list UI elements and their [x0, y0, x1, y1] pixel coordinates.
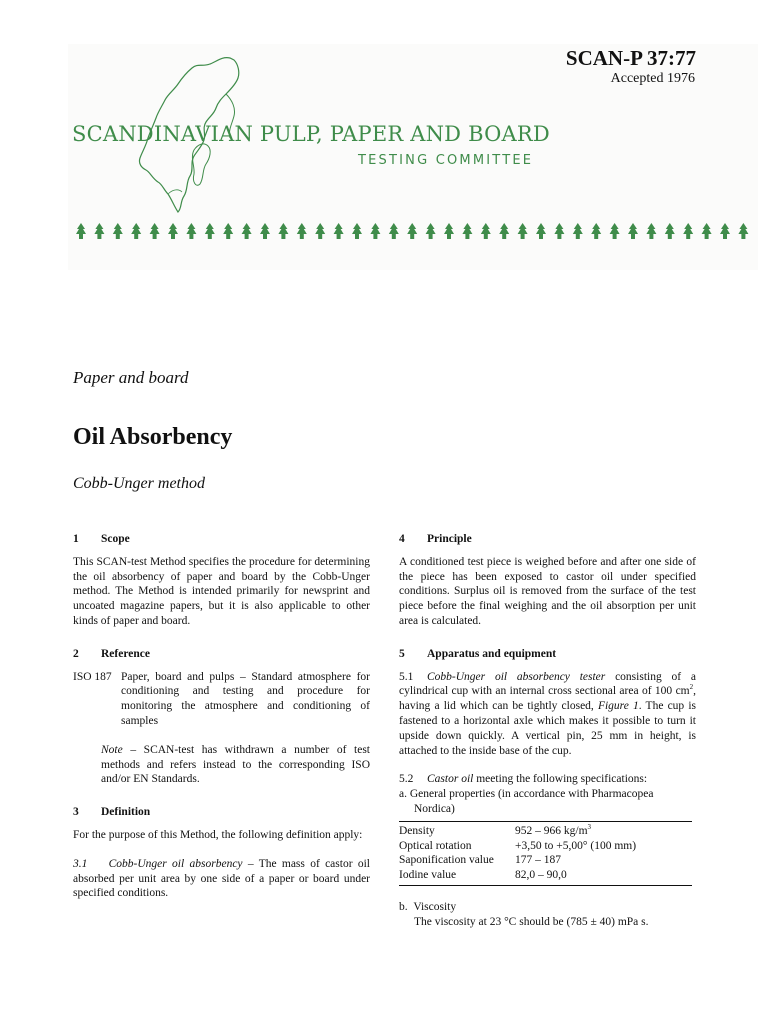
tree-row — [76, 222, 756, 240]
spec-row — [399, 821, 692, 838]
page-title: Oil Absorbency — [73, 424, 233, 450]
definition-text: – The mass of castor oil absorbed per unit area by one side of a paper or board under specified conditions. — [73, 857, 370, 900]
general-properties-line-2: Nordica) — [414, 802, 455, 815]
tree-icon — [223, 223, 233, 239]
superscript: 3 — [587, 822, 592, 831]
tree-icon — [518, 223, 528, 239]
definition-item — [73, 857, 370, 901]
scope-text: This SCAN-test Method specifies the procedure for determining the oil absorbency of paper and board by the Cobb-Unger method. The Method is intended primarily for newsprint and uncoated magazine papers, but it is also applicable to other kinds of paper and board. — [73, 555, 370, 627]
section-heading-definition — [73, 805, 370, 820]
spec-property: Optical rotation — [399, 839, 472, 852]
tree-icon — [610, 223, 620, 239]
reference-note — [73, 743, 370, 787]
section-number: 1 — [73, 533, 79, 545]
tree-icon — [94, 223, 104, 239]
spec-value-text: 82,0 – 90,0 — [515, 869, 567, 882]
item-term: Castor oil — [427, 773, 474, 786]
superscript: 2 — [689, 683, 694, 692]
tree-icon — [260, 223, 270, 239]
note-text: – SCAN-test has withdrawn a number of test methods and refers instead to the corresponding ISO and/or EN Standards. — [101, 743, 370, 786]
committee-subtitle: TESTING COMMITTEE — [358, 153, 534, 168]
right-column — [399, 532, 696, 930]
section-title: Definition — [101, 806, 151, 819]
tree-icon — [462, 223, 472, 239]
tree-icon — [738, 223, 748, 239]
viscosity-heading: b. Viscosity — [399, 900, 457, 913]
tree-icon — [76, 223, 86, 239]
tree-icon — [150, 223, 160, 239]
item-number: 5.2 — [399, 773, 414, 786]
tree-icon — [315, 223, 325, 239]
viscosity-text: The viscosity at 23 °C should be (785 ± 40) mPa s. — [414, 915, 649, 928]
tree-icon — [370, 223, 380, 239]
tree-icon — [205, 223, 215, 239]
tree-icon — [352, 223, 362, 239]
section-number: 3 — [73, 806, 79, 819]
spec-property: Saponification value — [399, 854, 494, 867]
tree-icon — [113, 223, 123, 239]
spec-row — [399, 868, 692, 885]
spec-value-text: 177 – 187 — [515, 854, 561, 867]
tree-icon — [334, 223, 344, 239]
tree-icon — [646, 223, 656, 239]
spec-value — [515, 853, 692, 868]
section-title: Apparatus and equipment — [427, 647, 557, 660]
tree-icon — [499, 223, 509, 239]
item-text-a: consisting of a cylindrical cup with an internal cross sectional area of 100 cm — [399, 670, 697, 698]
tree-icon — [683, 223, 693, 239]
tree-icon — [297, 223, 307, 239]
tree-icon — [573, 223, 583, 239]
section-heading-scope — [73, 532, 370, 547]
definition-intro: For the purpose of this Method, the following definition apply: — [73, 828, 363, 841]
document-code: SCAN-P 37:77 — [565, 46, 696, 70]
tree-icon — [444, 223, 454, 239]
tree-icon — [628, 223, 638, 239]
committee-name: SCANDINAVIAN PULP, PAPER AND BOARD — [72, 122, 550, 146]
reference-key: ISO 187 — [73, 670, 112, 683]
item-term: Cobb-Unger oil absorbency tester — [427, 670, 606, 683]
spec-row — [399, 853, 692, 868]
tree-icon — [278, 223, 288, 239]
principle-text: A conditioned test piece is weighed before and after one side of the piece has been exposed to castor oil under specified conditions. Surplus oil is removed from the surface of the test piece before the final weighing and the oil absorption per unit area is calculated. — [399, 555, 696, 627]
general-properties-line: a. General properties (in accordance with Pharmacopea — [399, 788, 654, 801]
tree-icon — [242, 223, 252, 239]
spec-value — [515, 839, 692, 854]
spec-value — [515, 821, 692, 838]
tree-icon — [665, 223, 675, 239]
tree-icon — [186, 223, 196, 239]
item-text: meeting the following specifications: — [473, 773, 648, 786]
figure-reference: Figure 1 — [597, 700, 639, 713]
left-column — [73, 532, 370, 901]
tree-icon — [407, 223, 417, 239]
section-heading-apparatus — [399, 647, 696, 662]
section-heading-reference — [73, 647, 370, 662]
reference-text: Paper, board and pulps – Standard atmosphere for conditioning and testing and procedure for monitoring the atmosphere and conditioning of samples — [121, 670, 370, 727]
item-text-c: . The cup is fastened to a horizontal axle which makes it possible to turn it upside down quickly. A vertical pin, 25 mm in height, is attached to the inside base of the cup. — [399, 700, 697, 757]
tree-icon — [481, 223, 491, 239]
spec-property: Density — [399, 824, 435, 837]
section-title: Reference — [101, 647, 150, 660]
section-number: 2 — [73, 647, 79, 660]
specifications-table — [399, 821, 692, 886]
tree-icon — [554, 223, 564, 239]
section-number: 5 — [399, 647, 405, 660]
tree-icon — [168, 223, 178, 239]
item-text-b: , having a lid which can be tightly closed, — [399, 685, 696, 713]
spec-property: Iodine value — [399, 869, 457, 882]
section-number: 4 — [399, 533, 405, 545]
section-heading-principle — [399, 532, 696, 547]
spec-row — [399, 839, 692, 854]
apparatus-item-2 — [399, 772, 696, 787]
tree-icon — [389, 223, 399, 239]
tree-icon — [591, 223, 601, 239]
tree-icon — [720, 223, 730, 239]
tree-icon — [131, 223, 141, 239]
document-category: Paper and board — [73, 368, 189, 387]
page-subtitle: Cobb-Unger method — [73, 475, 205, 492]
section-title: Scope — [101, 533, 130, 545]
accepted-date: Accepted 1976 — [610, 71, 695, 86]
note-label: Note — [101, 743, 123, 756]
section-title: Principle — [427, 533, 472, 545]
spec-value-text: 952 – 966 kg/m — [515, 824, 588, 837]
spec-value-text: +3,50 to +5,00° (100 mm) — [515, 839, 637, 852]
apparatus-item-1 — [399, 670, 696, 759]
tree-icon — [702, 223, 712, 239]
item-number: 5.1 — [399, 670, 414, 683]
reference-entry — [73, 670, 370, 729]
spec-value — [515, 868, 692, 885]
tree-icon — [426, 223, 436, 239]
definition-term: 3.1 Cobb-Unger oil absorbency — [73, 857, 243, 870]
tree-icon — [536, 223, 546, 239]
